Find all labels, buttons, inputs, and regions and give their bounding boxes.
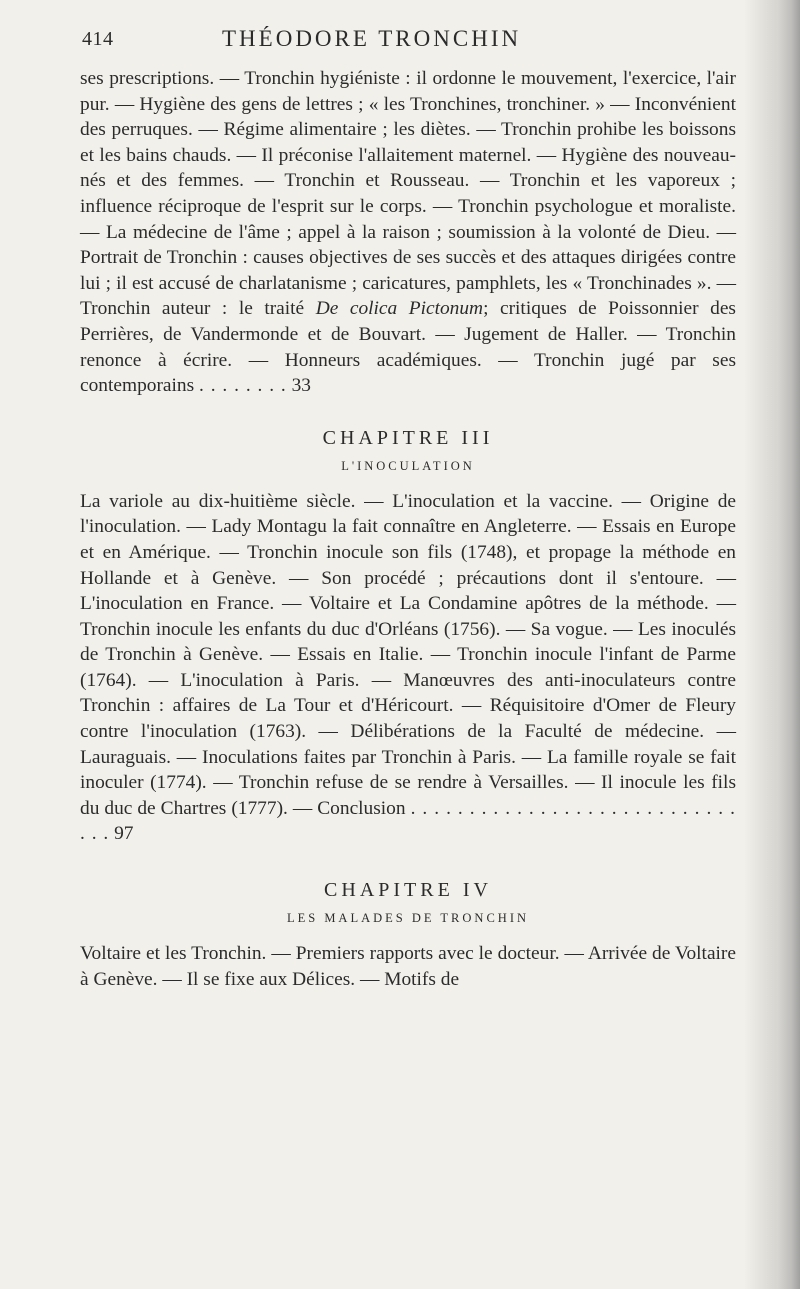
chapter3-title: CHAPITRE III — [322, 426, 494, 449]
chapter3-text: La variole au dix-huitième siècle. — L'inoculation et la vaccine. — Origine de l'inoculation. — Lady Montagu la fait connaître en Angleterre. — Essais en Europe et en Amérique. — Tronchin inocule son fils (1748), et propage la méthode en Hollande et à Genève. — Son procédé ; précautions dont il s'entoure. — L'inoculation en France. — Voltaire et La Condamine apôtres de la méthode. — Tronchin inocule les enfants du duc d'Orléans (1756). — Sa vogue. — Les inoculés de Tronchin à Genève. — Essais en Italie. — Tronchin inocule l'infant de Parme (1764). — L'inoculation à Paris. — Manœuvres des anti-inoculateurs contre Tronchin : affaires de La Tour et d'Héricourt. — Réquisitoire d'Omer de Fleury contre l'inoculation (1763). — Délibérations de la Faculté de médecine. — Lauraguais. — Inoculations faites par Tronchin à Paris. — La famille royale se fait inoculer (1774). — Tronchin refuse de se rendre à Versailles. — Il inocule les fils du duc de Chartres (1777). — Conclusion — [80, 490, 736, 819]
treatise-title: De colica Pictonum — [315, 298, 484, 320]
chapter4-title: CHAPITRE IV — [324, 879, 492, 902]
chapter4-summary — [80, 941, 736, 992]
dot-leader: . . . . . . . . . . . . . . . . . . . . . . . . . . . . . . . — [80, 797, 736, 845]
chapter4-text: Voltaire et les Tronchin. — Premiers rapports avec le docteur. — Arrivée de Voltaire à Genève. — Il se fixe aux Délices. — Motifs de — [80, 943, 736, 990]
page-reference: 33 — [291, 375, 311, 397]
chapter2-summary-continuation — [80, 66, 736, 399]
chapter3-summary — [80, 489, 736, 847]
running-head — [82, 26, 732, 62]
page-edge-shadow — [778, 0, 800, 1289]
dot-leader: . . . . . . . . — [199, 375, 287, 397]
page-reference: 97 — [114, 823, 134, 845]
table-of-contents — [80, 66, 736, 992]
continuation-text: ses prescriptions. — Tronchin hygiéniste : il ordonne le mouvement, l'exercice, l'air pur. — Hygiène des gens de lettres ; « les Tronchines, tronchiner. » — Inconvénient des perruques. — Régime alimentaire ; les diètes. — Tronchin prohibe les boissons et les bains chauds. — Il préconise l'allaitement maternel. — Hygiène des nouveau-nés et des femmes. — Tronchin et Rousseau. — Tronchin et les vaporeux ; influence réciproque de l'esprit sur le corps. — Tronchin psychologue et moraliste. — La médecine de l'âme ; appel à la raison ; soumission à la volonté de Dieu. — Portrait de Tronchin : causes objectives de ses succès et des attaques dirigées contre lui ; il est accusé de charlatanisme ; caricatures, pamphlets, les « Tronchinades ». — Tronchin auteur : le traité — [80, 68, 736, 320]
chapter4-subtitle: LES MALADES DE TRONCHIN — [286, 911, 530, 926]
continuation-text-after: ; critiques de Poissonnier des Perrières, de Vandermonde et de Bouvart. — Jugement de Haller. — Tronchin renonce à écrire. — Honneurs académiques. — Tronchin jugé par ses contemporains — [80, 298, 736, 397]
book-title: THÉODORE TRONCHIN — [222, 26, 522, 51]
chapter3-subtitle: L'INOCULATION — [341, 458, 475, 473]
page-number: 414 — [82, 28, 114, 50]
